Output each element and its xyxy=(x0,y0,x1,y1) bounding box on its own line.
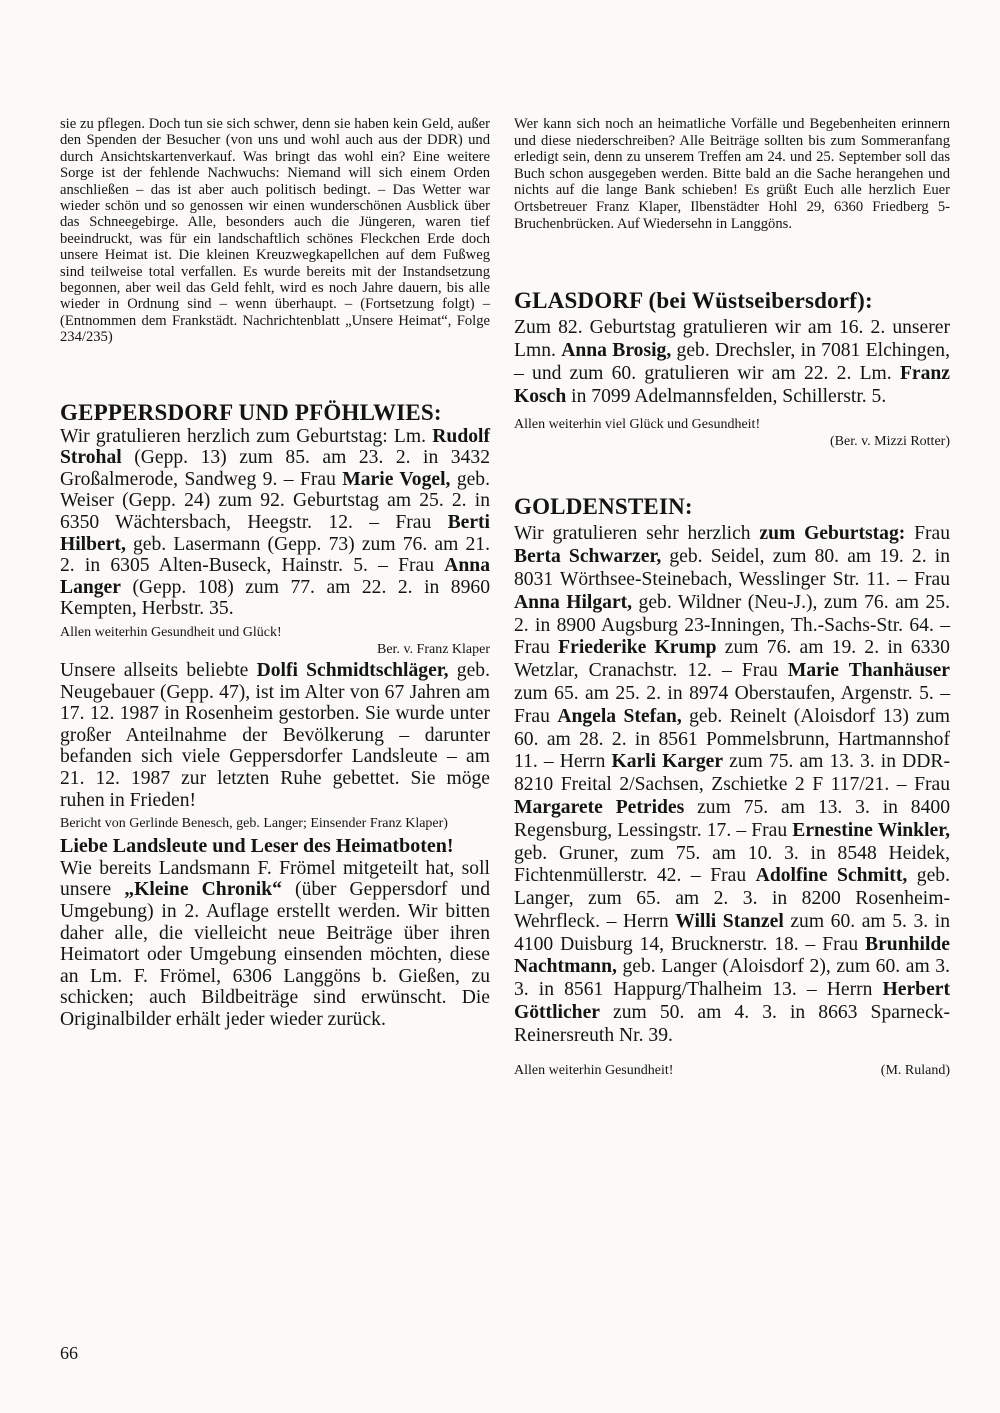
text-run: Zum 82. Geburtstag gratulieren wir am 16. 2. unserer Lmn. xyxy=(514,317,950,361)
text-run: geb. Weiser (Gepp. 24) zum 92. Geburtstag am 25. 2. in 6350 Wächtersbach, Heegstr. 12. – Frau xyxy=(60,468,491,534)
person-name: Adolfine Schmitt, xyxy=(755,865,908,887)
left-column xyxy=(60,116,490,1031)
text-run: Wir gratulieren herzlich zum Geburtstag: Lm. xyxy=(60,425,433,447)
text-run: geb. Lasermann (Gepp. 73) zum 76. am 21. 2. in 6305 Alten-Buseck, Hainstr. 5. – Frau xyxy=(60,533,490,577)
goldenstein-reporter: (M. Ruland) xyxy=(880,1062,950,1078)
person-name: Marie Vogel, xyxy=(342,468,451,490)
person-name: Friederike Krump xyxy=(558,637,717,659)
text-run: (Gepp. 13) zum 85. am 23. 2. in 3432 Großalmerode, Sandweg 9. – Frau xyxy=(60,447,490,490)
page-number: 66 xyxy=(60,1343,78,1363)
person-name: Angela Stefan, xyxy=(557,705,682,727)
geppersdorf-reporter: Ber. v. Franz Klaper xyxy=(377,642,490,658)
text-run: (Gepp. 108) zum 77. am 22. 2. in 8960 Kempten, Herbstr. 35. xyxy=(60,576,490,620)
text-run: in 7099 Adelmannsfelden, Schillerstr. 5. xyxy=(566,385,887,407)
geppersdorf-obituary xyxy=(60,660,490,811)
text-run: geb. Langer, zum 65. am 2. 3. in 8200 Rosenheim-Wehrfleck. – Herrn xyxy=(514,865,950,932)
geppersdorf-birthdays xyxy=(60,426,490,620)
person-name: Herbert Göttlicher xyxy=(514,979,950,1024)
person-name: Anna Hilgart, xyxy=(514,591,633,613)
person-name: Ernestine Winkler, xyxy=(792,819,950,841)
person-name: Berta Schwarzer, xyxy=(514,546,662,568)
chronicle-text xyxy=(60,858,490,1031)
text-run: geb. Gruner, zum 75. am 10. 3. in 8548 Heidek, Fichtenmüllerstr. 42. – Frau xyxy=(514,842,950,887)
text-run: geb. Neugebauer (Gepp. 47), ist im Alter von 67 Jahren am 17. 12. 1987 in Rosenheim gestorben. Sie wurde unter großer Anteilnahme der Bevölkerung – darunter befanden sich viele Geppersdorfer Landsleute – am 21. 12. 1987 zur letzten Ruhe gebettet. Sie möge ruhen in Frieden! xyxy=(60,660,490,811)
text-run: (über Geppersdorf und Umgebung) in 2. Auflage erstellt werden. Wir bitten daher alle, die vielleicht neue Beiträge über ihren Heimatort oder Umgebung einsenden möchten, diese an Lm. F. Frömel, 6306 Langgöns b. Gießen, zu schicken; auch Bildbeiträge sind erwünscht. Die Originalbilder erhält jeder wieder zurück. xyxy=(60,879,490,1030)
person-name: Brunhilde Nachtmann, xyxy=(514,933,950,978)
emphasis: zum Geburtstag: xyxy=(759,523,906,545)
text-run: zum 75. am 13. 3. in 8400 Regensburg, Lessingstr. 17. – Frau xyxy=(514,796,950,841)
person-name: Rudolf Strohal xyxy=(60,425,490,469)
person-name: Karli Karger xyxy=(611,751,724,773)
person-name: Dolfi Schmidtschläger, xyxy=(256,660,449,682)
continued-article-text: sie zu pflegen. Doch tun sie sich schwer, denn sie haben kein Geld, außer den Spenden der Besucher (von uns und wohl auch aus der DDR) und durch Ansichtskartenverkauf. Was bringt das wohl ein? Eine weitere Sorge ist der fehlende Nachwuchs: Niemand will sich einem Orden anschließen – das ist aber auch politisch bedingt. – Das Wetter war wieder schön und so genossen wir einen wunderschönen Ausblick über das Schneegebirge. Alle, besonders auch die Jüngeren, waren tief beeindruckt, was für ein landschaftlich schönes Fleckchen Erde doch unsere Heimat ist. Die kleinen Kreuzwegkapellchen auf dem Fußweg sind teilweise total verfallen. Es wurde bereits mit der Instandsetzung begonnen, aber weil das Geld fehlt, wird es noch Jahre dauern, bis alle wieder in Ordnung sind – wenn überhaupt. – (Fortsetzung folgt) – (Entnommen dem Frankstädt. Nachrichtenblatt „Unsere Heimat“, Folge 234/235) xyxy=(60,116,490,346)
subheading-readers: Liebe Landsleute und Leser des Heimatboten! xyxy=(60,835,454,858)
heading-glasdorf: GLASDORF (bei Wüstseibersdorf): xyxy=(514,288,873,314)
goldenstein-text xyxy=(514,523,950,1047)
book-title: „Kleine Chronik“ xyxy=(124,879,282,901)
text-run: Unsere allseits beliebte xyxy=(60,660,257,682)
continued-article-text-right: Wer kann sich noch an heimatliche Vorfälle und Begebenheiten erinnern und diese niederschreiben? Alle Beiträge sollten bis zum Sommeranfang erledigt sein, denn zu unserem Treffen am 24. und 25. September soll das Buch schon ausgegeben werden. Bitte bald an die Sache herangehen und nichts auf die lange Bank schieben! Es grüßt Euch alle herzlich Euer Ortsbetreuer Franz Klaper, Ilbenstädter Hohl 29, 6360 Friedberg 5-Bruchenbrücken. Auf Wiedersehn in Langgöns. xyxy=(514,116,950,232)
text-run: geb. Reinelt (Aloisdorf 13) zum 60. am 28. 2. in 8561 Pommelsbrunn, Hartmannshof 11. – Herrn xyxy=(514,705,950,773)
glasdorf-text xyxy=(514,317,950,408)
person-name: Anna Brosig, xyxy=(561,339,672,361)
obituary-report: Bericht von Gerlinde Benesch, geb. Langer; Einsender Franz Klaper) xyxy=(60,816,448,832)
text-run: geb. Drechsler, in 7081 Elchingen, – und zum 60. gratulieren wir am 22. 2. Lm. xyxy=(514,339,950,384)
person-name: Marie Thanhäuser xyxy=(787,660,950,682)
text-run: Frau xyxy=(905,523,950,545)
text-run: zum 75. am 13. 3. in DDR-8210 Freital 2/Sachsen, Zschietke 2 F 117/21. – Frau xyxy=(514,751,950,796)
glasdorf-reporter: (Ber. v. Mizzi Rotter) xyxy=(829,434,950,450)
person-name: Margarete Petrides xyxy=(514,796,685,818)
text-run: Wie bereits Landsmann F. Frömel mitgeteilt hat, soll unsere xyxy=(60,857,490,901)
person-name: Franz Kosch xyxy=(514,362,950,407)
right-column xyxy=(514,116,950,1079)
text-run: zum 50. am 4. 3. in 8663 Sparneck-Reinersreuth Nr. 39. xyxy=(514,1002,950,1046)
glasdorf-wish: Allen weiterhin viel Glück und Gesundheit! xyxy=(514,417,761,433)
text-run: Wir gratulieren sehr herzlich xyxy=(514,523,760,545)
person-name: Berti Hilbert, xyxy=(60,512,490,555)
text-run: geb. Seidel, zum 80. am 19. 2. in 8031 Wörthsee-Steinebach, Wesslinger Str. 11. – Frau xyxy=(514,546,950,590)
geppersdorf-wish: Allen weiterhin Gesundheit und Glück! xyxy=(60,625,282,641)
text-run: zum 65. am 25. 2. in 8974 Oberstaufen, Argenstr. 5. – Frau xyxy=(514,682,950,727)
heading-goldenstein: GOLDENSTEIN: xyxy=(514,494,693,520)
goldenstein-wish: Allen weiterhin Gesundheit! xyxy=(514,1062,674,1078)
text-run: zum 76. am 19. 2. in 6330 Wetzlar, Cranachstr. 12. – Frau xyxy=(514,637,950,682)
text-run: geb. Wildner (Neu-J.), zum 76. am 25. 2. in 8900 Augsburg 23-Inningen, Th.-Sachs-Str. 64. – Frau xyxy=(514,591,950,659)
text-run: zum 60. am 5. 3. in 4100 Duisburg 14, Brucknerstr. 18. – Frau xyxy=(514,910,951,955)
heading-geppersdorf: GEPPERSDORF UND PFÖHLWIES: xyxy=(60,399,442,425)
person-name: Willi Stanzel xyxy=(675,910,784,932)
person-name: Anna Langer xyxy=(60,555,490,598)
text-run: geb. Langer (Aloisdorf 2), zum 60. am 3. 3. in 8561 Happurg/Thalheim 13. – Herrn xyxy=(514,956,950,1001)
goldenstein-footer xyxy=(514,1062,950,1079)
